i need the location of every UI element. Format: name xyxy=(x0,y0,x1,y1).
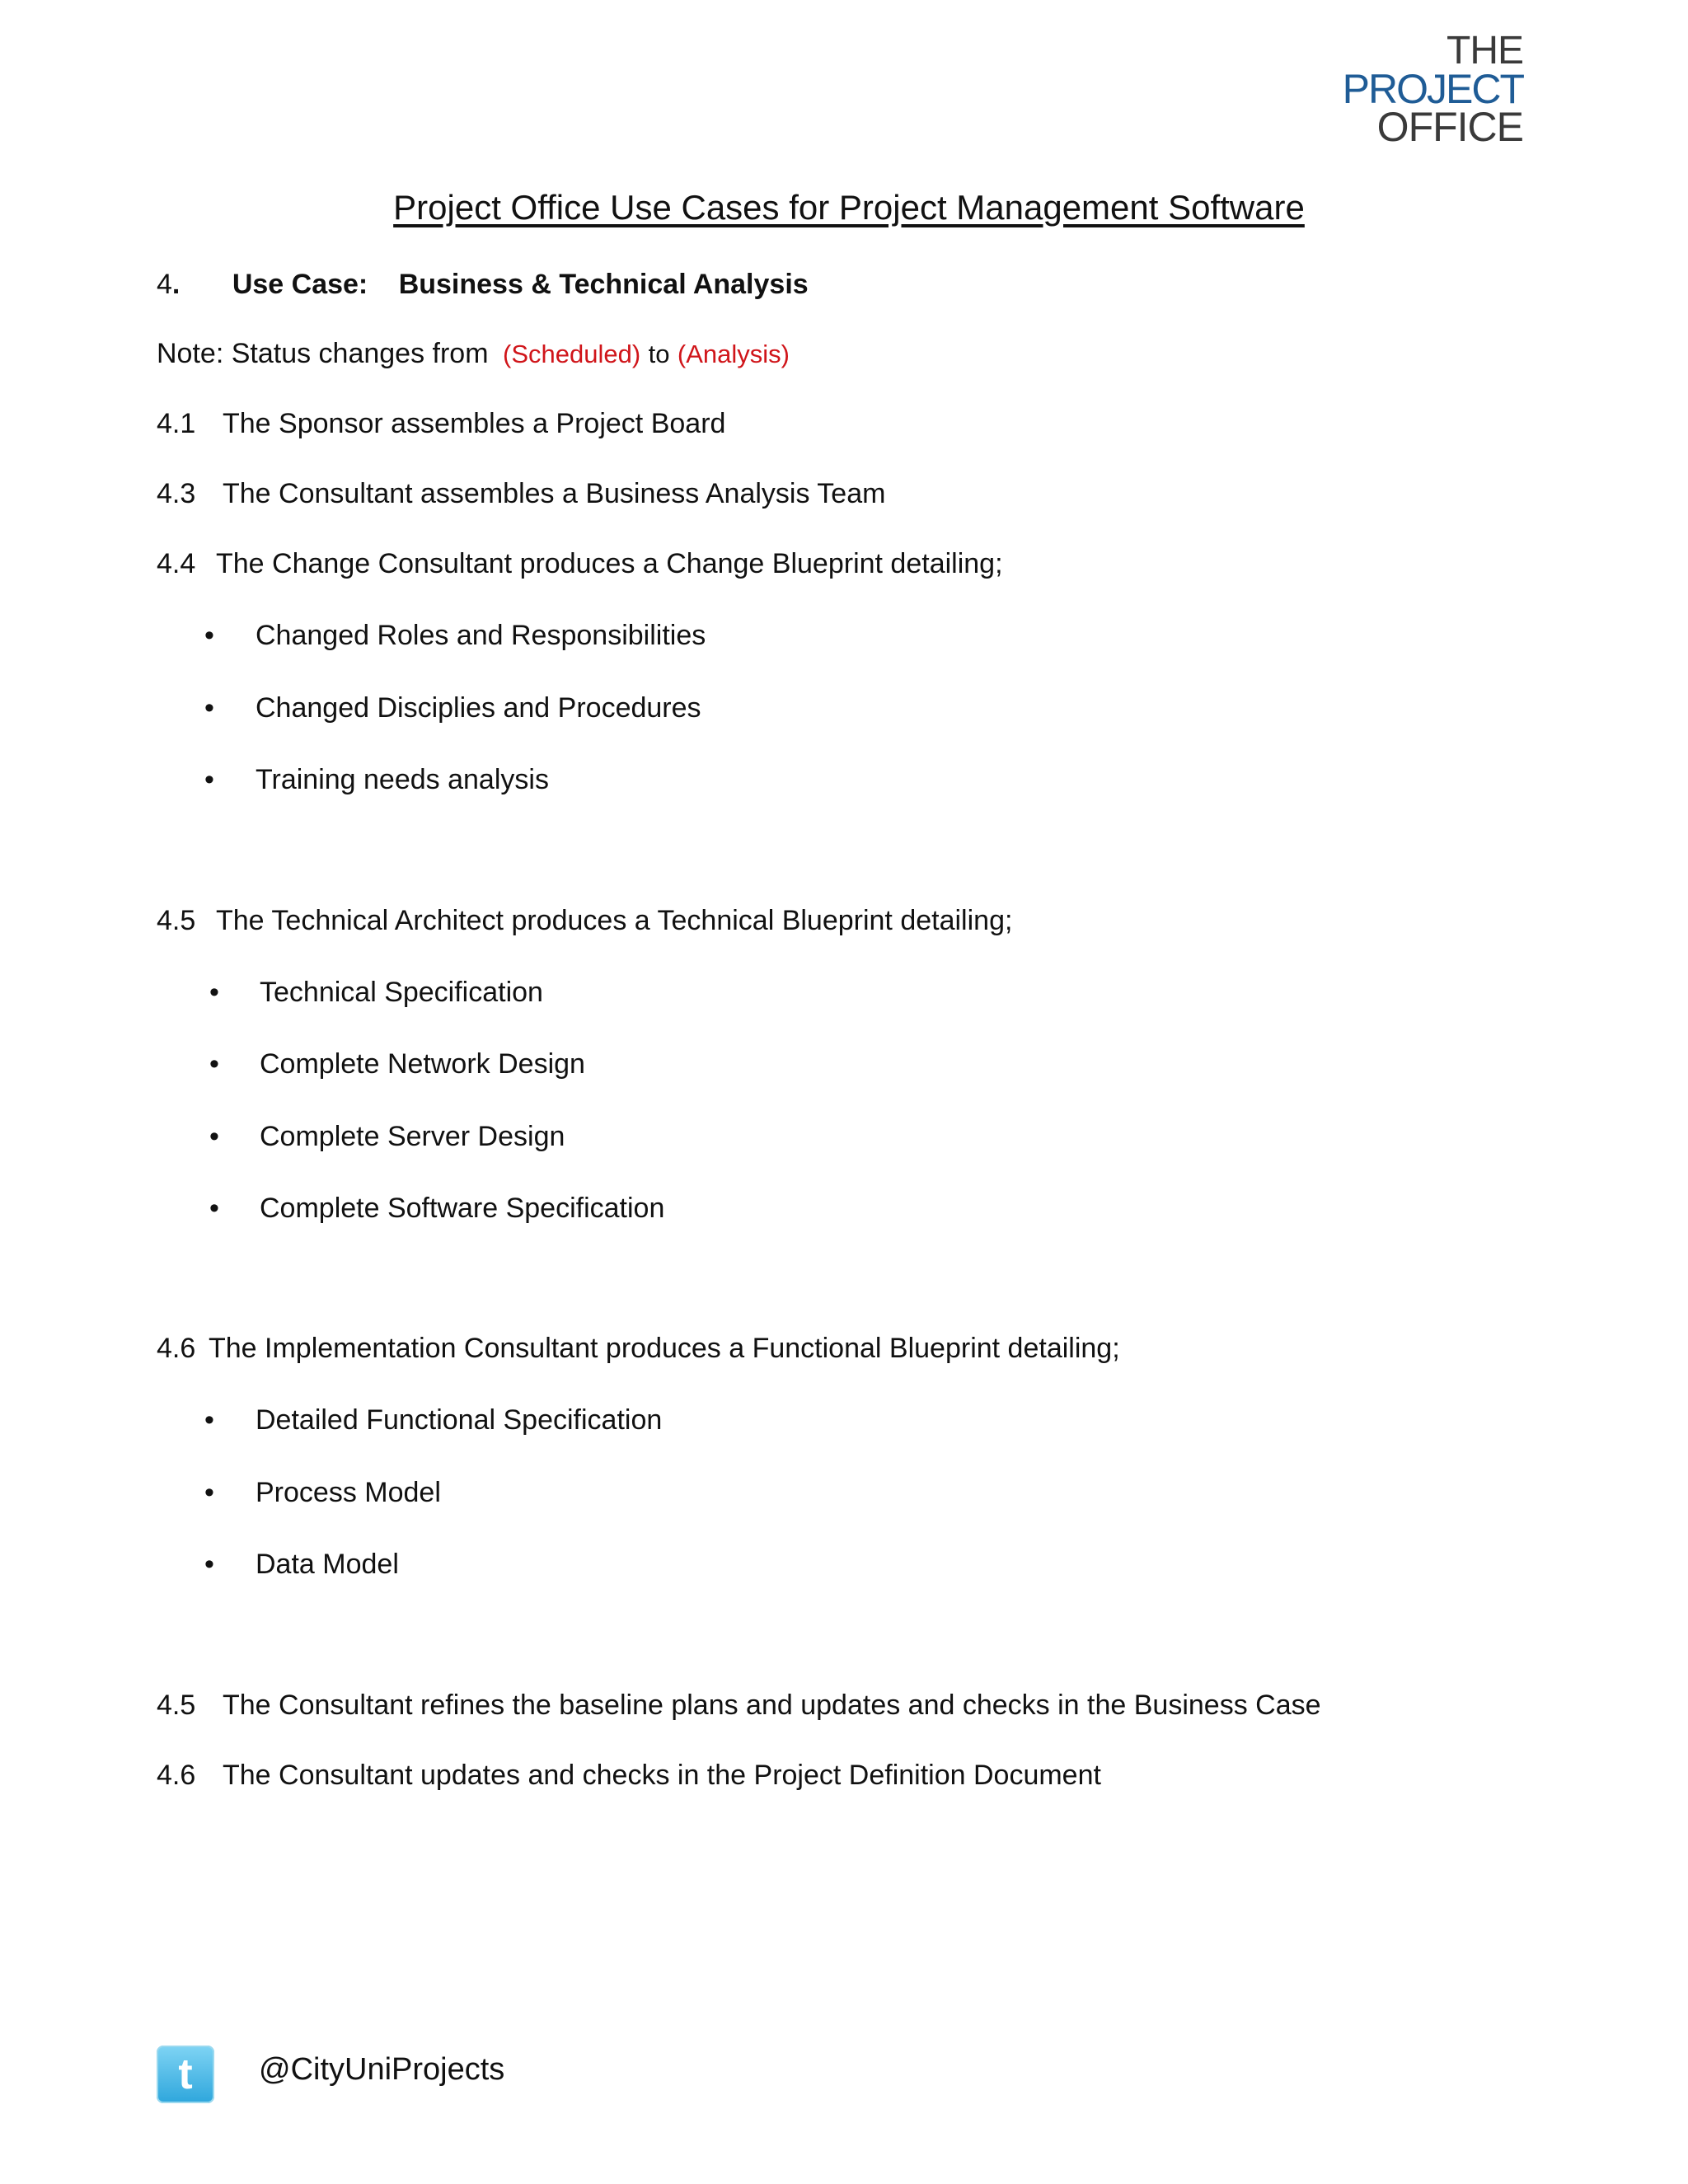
item-text: The Consultant assembles a Business Analysis Team xyxy=(223,478,886,509)
bullet-text: Changed Disciplies and Procedures xyxy=(256,692,701,724)
item-4-6-update xyxy=(157,1760,1101,1792)
item-text: The Change Consultant produces a Change Blueprint detailing; xyxy=(216,548,1003,579)
use-case-name: Business & Technical Analysis xyxy=(398,269,809,300)
bullet-text: Training needs analysis xyxy=(256,764,549,795)
logo-line-office: OFFICE xyxy=(1376,104,1523,151)
use-case-dot: . xyxy=(171,269,181,300)
item-4-5 xyxy=(157,905,1012,937)
bullet-icon: • xyxy=(204,764,214,795)
use-case-label: Use Case: xyxy=(232,269,368,300)
item-number: 4.3 xyxy=(157,478,196,509)
item-number: 4.6 xyxy=(157,1333,196,1364)
bullet-text: Complete Network Design xyxy=(260,1048,585,1080)
bullet-icon: • xyxy=(204,1477,214,1508)
project-office-logo xyxy=(1342,29,1523,151)
item-number: 4.5 xyxy=(157,905,196,936)
item-text: The Technical Architect produces a Technical Blueprint detailing; xyxy=(216,905,1013,936)
item-text: The Consultant refines the baseline plans and updates and checks in the Business Case xyxy=(223,1690,1321,1721)
item-4-1 xyxy=(157,408,725,440)
bullet-text: Technical Specification xyxy=(260,977,543,1008)
item-4-6 xyxy=(157,1333,1120,1365)
twitter-icon: t xyxy=(157,2046,214,2103)
item-text: The Implementation Consultant produces a Functional Blueprint detailing; xyxy=(209,1333,1120,1364)
bullet-icon: • xyxy=(204,1404,214,1436)
bullet-icon: • xyxy=(204,692,214,724)
status-to-word: to xyxy=(648,340,670,368)
bullet-text: Detailed Functional Specification xyxy=(256,1404,663,1436)
bullet-text: Changed Roles and Responsibilities xyxy=(256,620,706,651)
status-note-prefix: Note: Status changes from xyxy=(157,338,489,369)
bullet-text: Process Model xyxy=(256,1477,441,1508)
bullet-text: Complete Software Specification xyxy=(260,1193,665,1224)
bullet-icon: • xyxy=(209,1048,219,1080)
item-number: 4.6 xyxy=(157,1760,196,1791)
page-title: Project Office Use Cases for Project Management Software xyxy=(393,188,1305,227)
use-case-heading xyxy=(157,269,809,301)
item-text: The Sponsor assembles a Project Board xyxy=(223,408,726,439)
status-note xyxy=(157,338,790,370)
bullet-icon: • xyxy=(204,620,214,651)
bullet-text: Complete Server Design xyxy=(260,1121,565,1152)
status-to: (Analysis) xyxy=(677,340,790,368)
logo-line-the: THE xyxy=(1447,29,1523,73)
item-number: 4.4 xyxy=(157,548,196,579)
bullet-icon: • xyxy=(209,1193,219,1224)
item-number: 4.5 xyxy=(157,1690,196,1721)
item-4-5-refine xyxy=(157,1690,1321,1722)
item-4-4 xyxy=(157,548,1003,580)
item-text: The Consultant updates and checks in the Project Definition Document xyxy=(223,1760,1101,1791)
bullet-icon: • xyxy=(209,977,219,1008)
item-number: 4.1 xyxy=(157,408,196,439)
bullet-icon: • xyxy=(204,1549,214,1580)
bullet-text: Data Model xyxy=(256,1549,399,1580)
item-4-3 xyxy=(157,478,885,510)
twitter-handle[interactable]: @CityUniProjects xyxy=(259,2052,505,2087)
use-case-number: 4 xyxy=(157,269,172,300)
status-from: (Scheduled) xyxy=(503,340,641,368)
bullet-icon: • xyxy=(209,1121,219,1152)
logo-line-project: PROJECT xyxy=(1342,65,1523,112)
